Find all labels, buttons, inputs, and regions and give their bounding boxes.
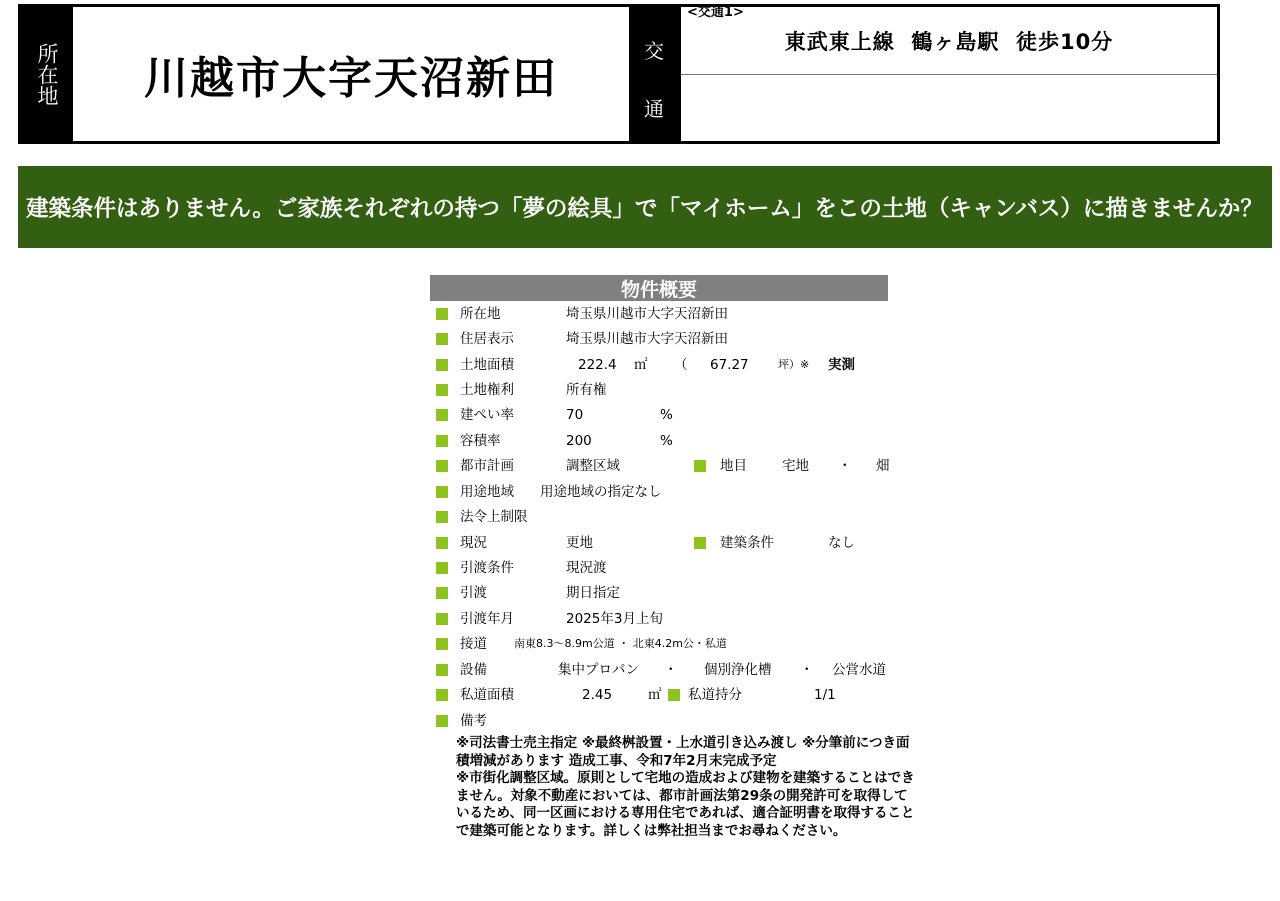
private-road-unit: ㎡ [648, 687, 662, 703]
transport-station: 鶴ヶ島駅 [911, 29, 1000, 54]
bullet-icon [668, 689, 680, 701]
city-plan-label: 都市計画 [460, 458, 514, 474]
bullet-icon [436, 460, 448, 472]
bullet-icon [694, 460, 706, 472]
private-road-label: 私道面積 [460, 687, 514, 703]
transport-tag: <交通1> [687, 5, 744, 20]
facilities-water: 公営水道 [832, 662, 886, 678]
bullet-icon [436, 409, 448, 421]
bullet-icon [436, 613, 448, 625]
address-value: 埼玉県川越市大字天沼新田 [566, 306, 728, 322]
far-value: 200 [566, 433, 592, 449]
bullet-icon [436, 333, 448, 345]
land-category-sep: ・ [838, 458, 852, 474]
land-area-sqm: 222.4 [578, 357, 617, 373]
coverage-unit: % [660, 407, 673, 423]
bullet-icon [436, 638, 448, 650]
building-condition-value: なし [828, 535, 855, 551]
coverage-value: 70 [566, 407, 584, 423]
bullet-icon [436, 511, 448, 523]
location-value: 川越市大字天沼新田 [73, 7, 629, 141]
facilities-gas: 集中プロパン [558, 662, 639, 678]
bullet-icon [436, 537, 448, 549]
coverage-label: 建ぺい率 [460, 407, 514, 423]
summary-title: 物件概要 [430, 275, 888, 301]
delivery-condition-value: 現況渡 [566, 560, 607, 576]
transport-line-1 [681, 7, 1217, 75]
bullet-icon [436, 562, 448, 574]
catchphrase-banner: 建築条件はありません。ご家族それぞれの持つ「夢の絵具」で「マイホーム」をこの土地（キャンバス）に描きませんか？ [18, 166, 1272, 248]
paren-open: （ [674, 357, 688, 373]
transport-label [629, 7, 681, 141]
far-unit: % [660, 433, 673, 449]
remarks-body [456, 735, 916, 840]
transport-railway: 東武東上線 [784, 29, 895, 54]
bullet-icon [436, 486, 448, 498]
remarks-label: 備考 [460, 713, 487, 729]
bullet-icon [694, 537, 706, 549]
use-district-value: 用途地域の指定なし [540, 484, 662, 500]
current-value: 更地 [566, 535, 593, 551]
private-share-value: 1/1 [814, 687, 836, 703]
header-box [18, 4, 1220, 144]
delivery-condition-label: 引渡条件 [460, 560, 514, 576]
land-area-tsubo-unit: 坪）※ [778, 358, 810, 371]
legal-restriction-label: 法令上制限 [460, 509, 528, 525]
bullet-icon [436, 587, 448, 599]
road-label: 接道 [460, 636, 487, 652]
delivery-value: 期日指定 [566, 585, 620, 601]
facilities-label: 設備 [460, 662, 487, 678]
transport-label-1: 交 [644, 39, 664, 63]
bullet-icon [436, 435, 448, 447]
delivery-label: 引渡 [460, 585, 487, 601]
facilities-sep-1: ・ [664, 662, 678, 678]
land-category-value-1: 宅地 [782, 458, 809, 474]
land-category-label: 地目 [720, 458, 747, 474]
bullet-icon [436, 384, 448, 396]
transport-label-2: 通 [644, 97, 664, 121]
use-district-label: 用途地域 [460, 484, 514, 500]
remarks-paragraph-2: ※市街化調整区域。原則として宅地の造成および建物を建築することはできません。対象不動産においては、都市計画法第29条の開発許可を取得しているため、同一区画における専用住宅であれば、適合証明書を取得することで建築可能となります。詳しくは弊社担当までお尋ねください。 [456, 770, 915, 839]
delivery-date-value: 2025年3月上旬 [566, 611, 663, 627]
transport-walk: 徒歩10分 [1016, 29, 1114, 54]
residence-label: 住居表示 [460, 331, 514, 347]
bullet-icon [436, 664, 448, 676]
delivery-date-label: 引渡年月 [460, 611, 514, 627]
facilities-sep-2: ・ [800, 662, 814, 678]
residence-value: 埼玉県川越市大字天沼新田 [566, 331, 728, 347]
bullet-icon [436, 308, 448, 320]
address-label: 所在地 [460, 306, 501, 322]
private-share-label: 私道持分 [688, 687, 742, 703]
far-label: 容積率 [460, 433, 501, 449]
private-road-value: 2.45 [582, 687, 613, 703]
land-category-value-2: 畑 [876, 458, 890, 474]
land-area-note: 実測 [828, 357, 855, 373]
road-value: 南東8.3～8.9m公道 ・ 北東4.2m公・私道 [514, 637, 727, 650]
facilities-septic: 個別浄化槽 [704, 662, 772, 678]
transport-body [681, 7, 1217, 141]
building-condition-label: 建築条件 [720, 535, 774, 551]
bullet-icon [436, 715, 448, 727]
land-area-tsubo: 67.27 [710, 357, 749, 373]
land-area-label: 土地面積 [460, 357, 514, 373]
bullet-icon [436, 359, 448, 371]
land-right-label: 土地権利 [460, 382, 514, 398]
bullet-icon [436, 689, 448, 701]
land-area-sqm-unit: ㎡ [634, 357, 648, 373]
current-label: 現況 [460, 535, 487, 551]
land-right-value: 所有権 [566, 382, 607, 398]
remarks-paragraph-1: ※司法書士売主指定 ※最終桝設置・上水道引き込み渡し ※分筆前につき面積増減があります 造成工事、令和7年2月末完成予定 [456, 735, 910, 769]
city-plan-value: 調整区域 [566, 458, 620, 474]
location-label: 所在地 [21, 7, 73, 141]
